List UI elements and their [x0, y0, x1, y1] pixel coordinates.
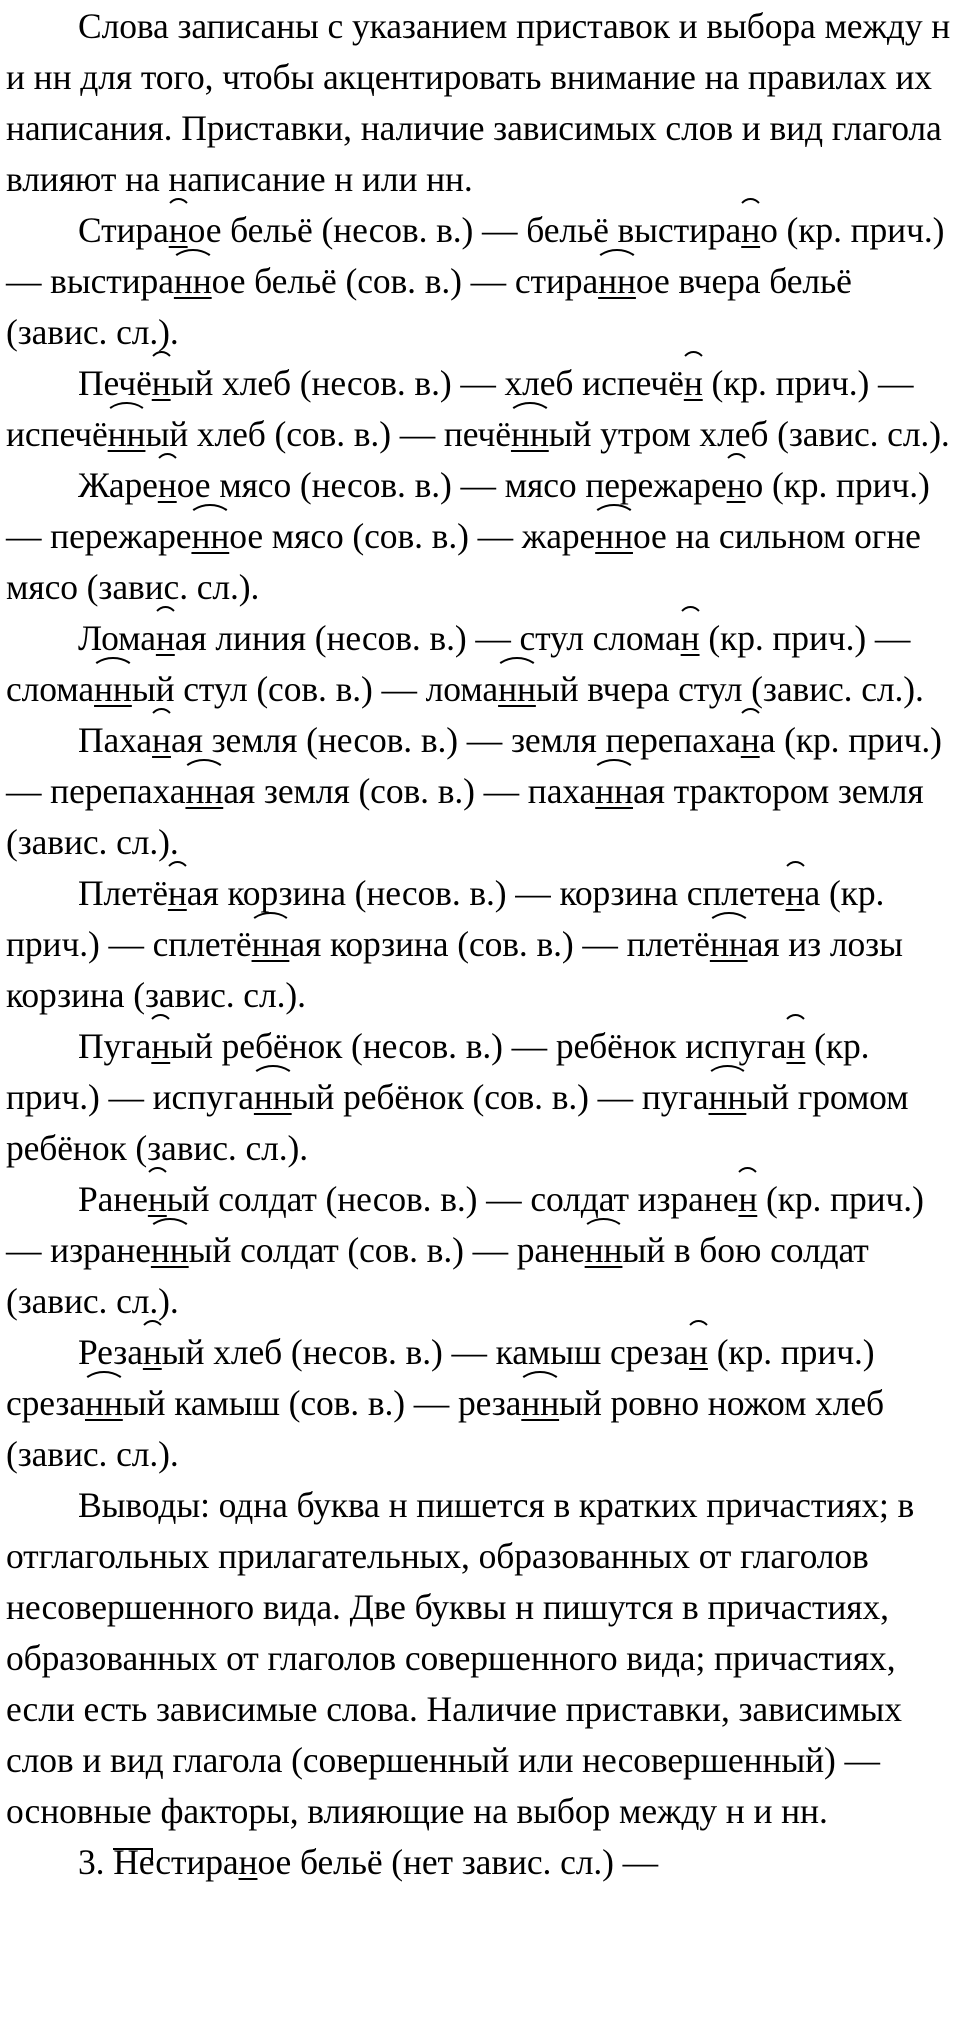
- text-segment: ый хлеб (сов. в.) — печё: [145, 414, 511, 454]
- text-segment: ый хлеб (несов. в.) — хлеб испечё: [170, 363, 684, 403]
- suffix-mark: н: [167, 873, 187, 913]
- text-segment: а (кр. прич.) — сплетё: [6, 873, 885, 964]
- suffix-mark: н: [151, 363, 171, 403]
- suffix-mark: н: [741, 210, 761, 250]
- text-segment: Плетё: [78, 873, 168, 913]
- suffix-mark: нн: [595, 516, 633, 556]
- text-segment: ое вчера бельё (завис. сл.).: [6, 261, 852, 352]
- paragraph: [6, 358, 954, 460]
- suffix-mark: н: [785, 873, 805, 913]
- text-segment: Реза: [78, 1332, 143, 1372]
- text-segment: ая из лозы корзина (завис. сл.).: [6, 924, 903, 1015]
- text-segment: ая линия (несов. в.) — стул слома: [174, 618, 681, 658]
- paragraph: [6, 460, 954, 613]
- suffix-mark: н: [680, 618, 700, 658]
- paragraph: [6, 205, 954, 358]
- text-segment: Ране: [78, 1179, 148, 1219]
- suffix-mark: нн: [191, 516, 230, 556]
- text-segment: ая трактором земля (завис. сл.).: [6, 771, 924, 862]
- underlined-letter: н: [238, 1842, 258, 1882]
- text-segment: Лома: [78, 618, 156, 658]
- paragraph: [6, 715, 954, 868]
- suffix-mark: н: [689, 1332, 708, 1372]
- text-segment: Жаре: [78, 465, 158, 505]
- text-segment: ое на сильном огне мясо (завис. сл.).: [6, 516, 921, 607]
- text-segment: ое мясо (несов. в.) — мясо пережаре: [176, 465, 727, 505]
- text-segment: ое бельё (нет завис. сл.) —: [257, 1842, 659, 1882]
- suffix-mark: нн: [173, 261, 212, 301]
- text-segment: ый утром хлеб (завис. сл.).: [548, 414, 950, 454]
- text-segment: ая земля (несов. в.) — земля перепаха: [170, 720, 741, 760]
- text-segment: а: [69, 1383, 85, 1423]
- text-segment: (кр. прич.) — испуга: [6, 1026, 870, 1117]
- suffix-mark: н: [142, 1332, 162, 1372]
- text-segment: ый ребёнок (несов. в.) — ребёнок испуга: [170, 1026, 787, 1066]
- suffix-mark: н: [168, 210, 188, 250]
- suffix-mark: н: [157, 465, 177, 505]
- suffix-mark: нн: [521, 1383, 560, 1423]
- text-segment: ый вчера стул (завис. сл.).: [535, 669, 924, 709]
- paragraph: [6, 1480, 954, 1837]
- suffix-mark: нн: [251, 924, 290, 964]
- suffix-mark: н: [738, 1179, 758, 1219]
- suffix-mark: нн: [584, 1230, 623, 1270]
- suffix-mark: н: [155, 618, 175, 658]
- paragraph: [6, 1174, 954, 1327]
- paragraph: [6, 613, 954, 715]
- suffix-mark: н: [147, 1179, 167, 1219]
- suffix-mark: н: [152, 720, 171, 760]
- text-segment: ое бельё (несов. в.) — бельё выстира: [187, 210, 742, 250]
- prefix-mark: Не: [113, 1842, 156, 1882]
- paragraph: [6, 1327, 954, 1480]
- suffix-mark: нн: [85, 1383, 123, 1423]
- suffix-mark: нн: [94, 669, 132, 709]
- suffix-mark: нн: [510, 414, 549, 454]
- paragraph: [6, 1, 954, 205]
- text-segment: ый хлеб (несов. в.) — камыш среза: [161, 1332, 690, 1372]
- suffix-mark: н: [786, 1026, 806, 1066]
- text-segment: (кр. прич.) — слома: [6, 618, 911, 709]
- text-segment: ая корзина (несов. в.) — корзина сплете: [186, 873, 786, 913]
- suffix-mark: нн: [598, 261, 636, 301]
- paragraph: [6, 1021, 954, 1174]
- suffix-mark: нн: [253, 1077, 292, 1117]
- suffix-mark: нн: [709, 924, 748, 964]
- suffix-mark: н: [683, 363, 703, 403]
- suffix-mark: нн: [708, 1077, 747, 1117]
- suffix-mark: нн: [107, 414, 146, 454]
- text-segment: (кр. прич.) — изране: [6, 1179, 924, 1270]
- paragraph: [6, 1837, 954, 1888]
- text-segment: Печё: [78, 363, 152, 403]
- text-segment: ое бельё (сов. в.) — стира: [211, 261, 599, 301]
- text-segment: Паха: [78, 720, 153, 760]
- text-segment: ая корзина (сов. в.) — плетё: [289, 924, 710, 964]
- text-segment: о (кр. прич.) — выстира: [6, 210, 945, 301]
- text-segment: стира: [155, 1842, 239, 1882]
- paragraph: [6, 868, 954, 1021]
- suffix-mark: н: [151, 1026, 171, 1066]
- text-segment: а (кр. прич.) — перепаха: [6, 720, 942, 811]
- text-segment: ый стул (сов. в.) — лома: [131, 669, 499, 709]
- text-segment: Стира: [78, 210, 169, 250]
- text-segment: (кр. прич.) — испечё: [6, 363, 914, 454]
- text-segment: ое мясо (сов. в.) — жаре: [229, 516, 596, 556]
- suffix-mark: н: [726, 465, 746, 505]
- text-segment: ый громом ребёнок (завис. сл.).: [6, 1077, 909, 1168]
- text-segment: 3.: [78, 1842, 114, 1882]
- suffix-mark: нн: [185, 771, 224, 811]
- suffix-mark: нн: [595, 771, 633, 811]
- text-segment: ый ровно ножом хлеб (завис. сл.).: [6, 1383, 885, 1474]
- suffix-mark: н: [740, 720, 760, 760]
- text-segment: о (кр. прич.) — пережаре: [6, 465, 930, 556]
- text-segment: ый камыш (сов. в.) — реза: [122, 1383, 522, 1423]
- text-segment: ый ребёнок (сов. в.) — пуга: [291, 1077, 709, 1117]
- text-segment: ая земля (сов. в.) — паха: [223, 771, 596, 811]
- text-segment: Выводы: одна буква н пишется в кратких причастиях; в отглагольных прилагательных, образованных от глаголов несовершенного вида. Две буквы н пишутся в причастиях, образованных от глаголов совершенного вида; причастиях, если есть зависимые слова. Наличие приставки, зависимых слов и вид глагола (совершенный или несовершенный) — основные факторы, влияющие на выбор между н и нн.: [6, 1485, 915, 1831]
- text-segment: Пуга: [78, 1026, 152, 1066]
- text-segment: ый солдат (сов. в.) — ране: [188, 1230, 585, 1270]
- suffix-mark: нн: [150, 1230, 189, 1270]
- text-segment: (кр. прич.) срез: [6, 1332, 875, 1423]
- text-segment: ый солдат (несов. в.) — солдат изране: [166, 1179, 739, 1219]
- text-segment: Слова записаны с указанием приставок и выбора между н и нн для того, чтобы акцентировать внимание на правилах их написания. Приставки, наличие зависимых слов и вид глагола влияют на написание н или нн.: [6, 6, 951, 199]
- text-segment: ый в бою солдат (завис. сл.).: [6, 1230, 869, 1321]
- suffix-mark: нн: [498, 669, 536, 709]
